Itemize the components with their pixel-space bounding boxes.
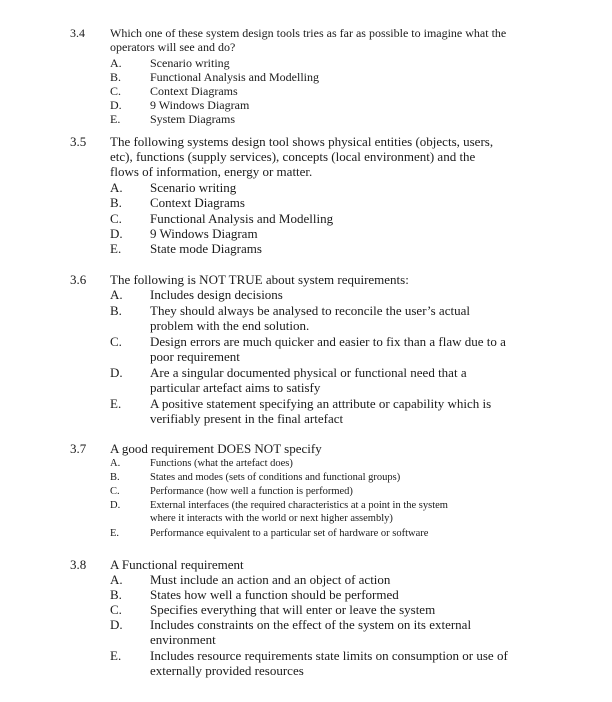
option-text: They should always be analysed to reconcile the user’s actual	[150, 303, 470, 318]
option-text: Functional Analysis and Modelling	[150, 70, 319, 84]
question-stem	[110, 134, 540, 179]
option-letter: A.	[110, 180, 123, 195]
option-text: External interfaces (the required characteristics at a point in the system	[150, 500, 448, 511]
option-text: verifiably present in the final artefact	[150, 411, 344, 426]
option-letter: A.	[110, 56, 122, 70]
option-text: externally provided resources	[150, 663, 304, 678]
option-letter: C.	[110, 486, 120, 497]
stem-line: Which one of these system design tools tries as far as possible to imagine what the	[110, 26, 507, 40]
option-text: Scenario writing	[150, 56, 230, 70]
option-letter: C.	[110, 211, 122, 226]
option-letter: A.	[110, 458, 121, 469]
option-letter: E.	[110, 528, 120, 539]
option-text: Scenario writing	[150, 180, 237, 195]
option-text: Functional Analysis and Modelling	[150, 211, 334, 226]
option-text: Context Diagrams	[150, 84, 238, 98]
option-text: States how well a function should be performed	[150, 587, 399, 602]
option-letter: D.	[110, 617, 123, 632]
question-stem	[110, 26, 530, 54]
question-number: 3.5	[70, 134, 87, 149]
option-letter: B.	[110, 70, 122, 84]
option-letter: D.	[110, 500, 121, 511]
stem-line: The following systems design tool shows physical entities (objects, users,	[110, 134, 494, 149]
option-text: Functions (what the artefact does)	[150, 458, 293, 469]
option-text: Specifies everything that will enter or leave the system	[150, 602, 436, 617]
option-letter: B.	[110, 195, 122, 210]
question-number: 3.4	[70, 26, 85, 40]
option-text: Includes design decisions	[150, 287, 283, 302]
question-number: 3.8	[70, 557, 87, 572]
option-text: problem with the end solution.	[150, 318, 310, 333]
option-letter: A.	[110, 572, 123, 587]
stem-line: flows of information, energy or matter.	[110, 164, 313, 179]
option-letter: C.	[110, 602, 122, 617]
option-letter: A.	[110, 287, 123, 302]
question-stem	[110, 441, 540, 456]
option-text: Includes resource requirements state limits on consumption or use of	[150, 648, 508, 663]
question-number: 3.6	[70, 272, 87, 287]
option-text: particular artefact aims to satisfy	[150, 380, 321, 395]
option-text: Are a singular documented physical or functional need that a	[150, 365, 467, 380]
option-text: environment	[150, 632, 216, 647]
option-letter: C.	[110, 334, 122, 349]
option-letter: D.	[110, 98, 122, 112]
option-text: poor requirement	[150, 349, 240, 364]
stem-line: A good requirement DOES NOT specify	[110, 441, 322, 456]
option-letter: D.	[110, 226, 123, 241]
question-number: 3.7	[70, 441, 87, 456]
question-stem	[110, 557, 540, 572]
option-text: A positive statement specifying an attribute or capability which is	[150, 396, 492, 411]
stem-line: A Functional requirement	[110, 557, 244, 572]
option-text: States and modes (sets of conditions and functional groups)	[150, 472, 401, 483]
option-text: Performance equivalent to a particular set of hardware or software	[150, 528, 429, 539]
option-text: Must include an action and an object of action	[150, 572, 391, 587]
option-letter: E.	[110, 241, 122, 256]
option-text: Context Diagrams	[150, 195, 245, 210]
option-text: System Diagrams	[150, 112, 235, 126]
stem-line: operators will see and do?	[110, 40, 236, 54]
option-text: where it interacts with the world or next higher assembly)	[150, 513, 393, 524]
option-letter: B.	[110, 472, 120, 483]
option-letter: E.	[110, 648, 122, 663]
option-letter: B.	[110, 303, 122, 318]
option-letter: D.	[110, 365, 123, 380]
option-letter: E.	[110, 112, 121, 126]
option-letter: B.	[110, 587, 122, 602]
option-text: Design errors are much quicker and easier to fix than a flaw due to a	[150, 334, 506, 349]
question-stem	[110, 272, 540, 287]
option-text: Performance (how well a function is performed)	[150, 486, 353, 497]
option-text: Includes constraints on the effect of the system on its external	[150, 617, 472, 632]
option-text: 9 Windows Diagram	[150, 226, 258, 241]
option-text: State mode Diagrams	[150, 241, 262, 256]
stem-line: etc), functions (supply services), concepts (local environment) and the	[110, 149, 476, 164]
option-letter: E.	[110, 396, 122, 411]
stem-line: The following is NOT TRUE about system requirements:	[110, 272, 409, 287]
option-letter: C.	[110, 84, 122, 98]
option-text: 9 Windows Diagram	[150, 98, 250, 112]
